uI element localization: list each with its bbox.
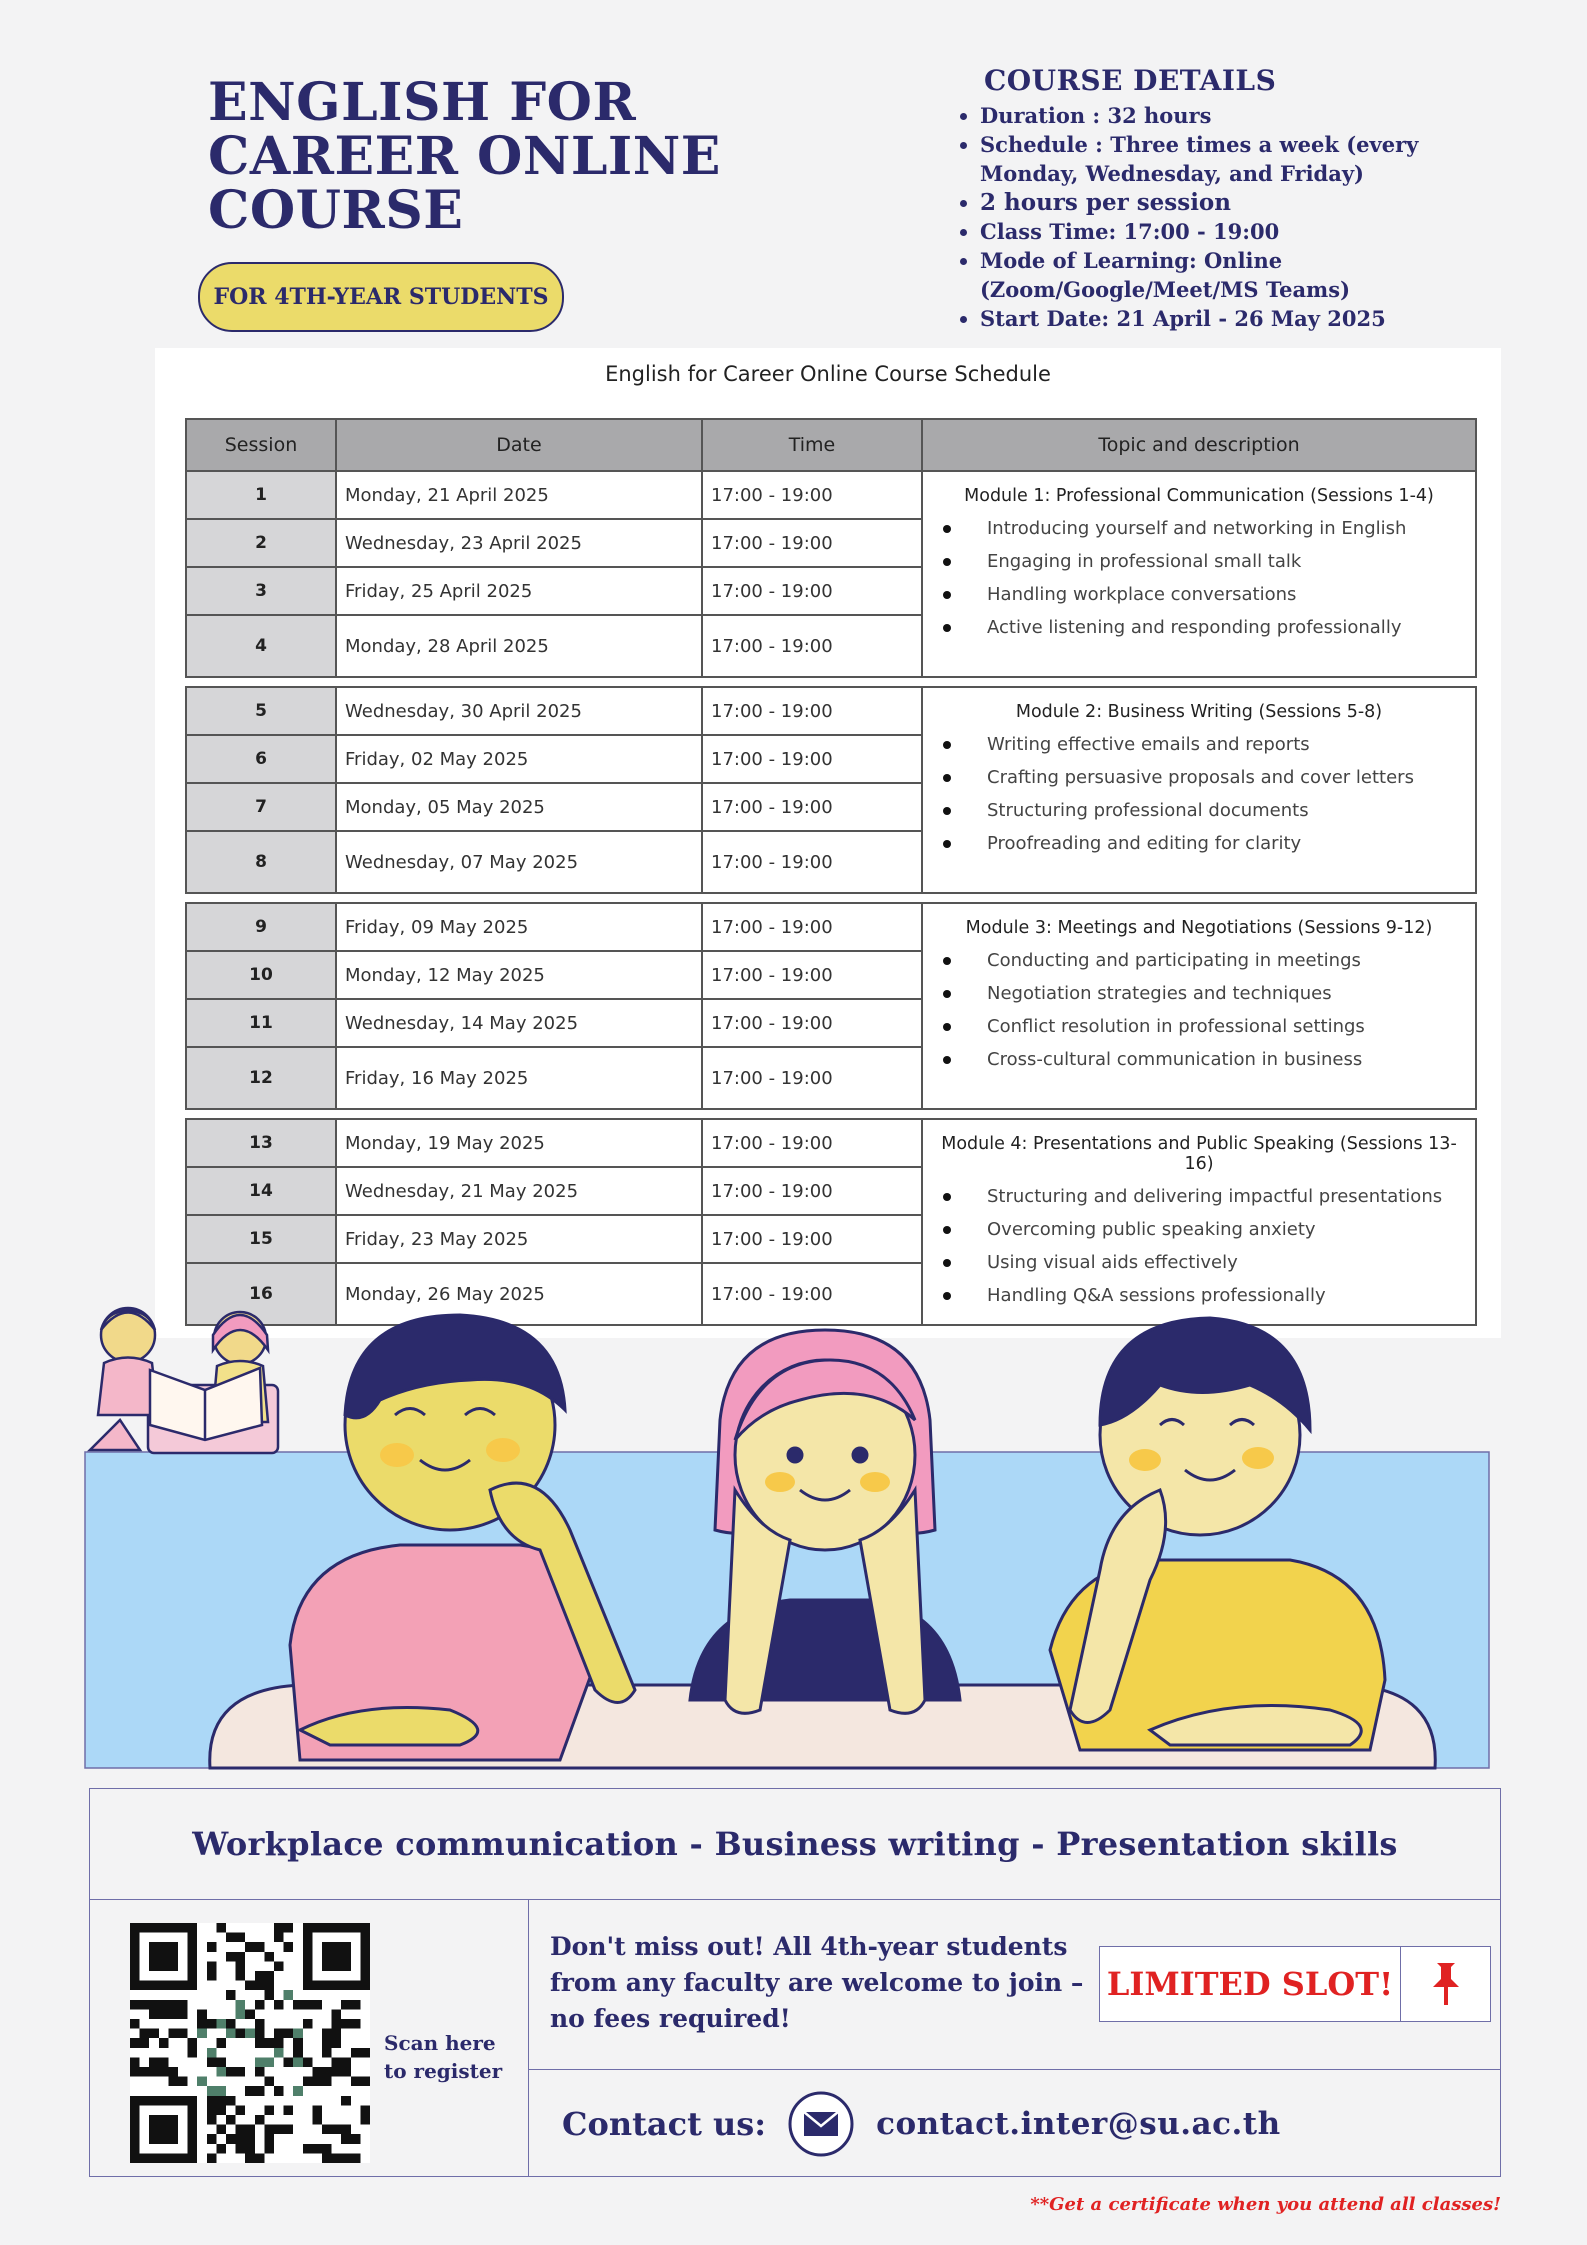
scan-line-2: to register	[384, 2059, 503, 2083]
session-time: 17:00 - 19:00	[702, 735, 922, 783]
schedule-title: English for Career Online Course Schedule	[605, 362, 1051, 386]
module-topic: Handling Q&A sessions professionally	[987, 1279, 1457, 1312]
module-topic: Introducing yourself and networking in English	[987, 512, 1457, 545]
session-time: 17:00 - 19:00	[702, 951, 922, 999]
module-topic: Active listening and responding professionally	[987, 611, 1457, 644]
session-number: 3	[186, 567, 336, 615]
detail-schedule: Schedule : Three times a week (every Monday, Wednesday, and Friday)	[958, 130, 1458, 188]
module-topic: Proofreading and editing for clarity	[987, 827, 1457, 860]
module-topic-list	[941, 728, 1457, 860]
session-time: 17:00 - 19:00	[702, 1167, 922, 1215]
session-number: 12	[186, 1047, 336, 1109]
invite-text: Don't miss out! All 4th-year students from any faculty are welcome to join – no fees required!	[550, 1932, 1084, 2033]
session-date: Monday, 21 April 2025	[336, 471, 702, 519]
detail-session-length: 2 hours per session	[958, 188, 1458, 217]
detail-class-time: Class Time: 17:00 - 19:00	[958, 217, 1458, 246]
module-topic: Conducting and participating in meetings	[987, 944, 1457, 977]
poster-title	[208, 72, 728, 241]
session-date: Friday, 16 May 2025	[336, 1047, 702, 1109]
module-topic: Structuring professional documents	[987, 794, 1457, 827]
session-date: Wednesday, 21 May 2025	[336, 1167, 702, 1215]
module-gap-cell	[186, 1109, 1476, 1119]
session-time: 17:00 - 19:00	[702, 831, 922, 893]
session-number: 9	[186, 903, 336, 951]
module-topic-list	[941, 944, 1457, 1076]
module-topic: Structuring and delivering impactful presentations	[987, 1180, 1457, 1213]
session-time: 17:00 - 19:00	[702, 783, 922, 831]
course-details	[958, 64, 1458, 333]
schedule-table	[185, 418, 1477, 1326]
session-number: 1	[186, 471, 336, 519]
session-number: 2	[186, 519, 336, 567]
contact-row	[528, 2069, 1500, 2177]
module-title: Module 1: Professional Communication (Sessions 1-4)	[964, 486, 1434, 506]
skills-line: Workplace communication - Business writing - Presentation skills	[90, 1789, 1500, 1900]
session-date: Wednesday, 30 April 2025	[336, 687, 702, 735]
module-gap-row	[186, 893, 1476, 903]
mail-icon	[788, 2091, 854, 2157]
limited-slot-label: LIMITED SLOT!	[1100, 1947, 1401, 2021]
session-number: 15	[186, 1215, 336, 1263]
session-number: 14	[186, 1167, 336, 1215]
header-session: Session	[186, 419, 336, 471]
session-date: Monday, 28 April 2025	[336, 615, 702, 677]
course-details-heading: COURSE DETAILS	[984, 64, 1277, 97]
session-number: 4	[186, 615, 336, 677]
header-date: Date	[336, 419, 702, 471]
module-topic: Writing effective emails and reports	[987, 728, 1457, 761]
course-details-list	[958, 101, 1458, 333]
title-line-2: CAREER ONLINE	[208, 126, 721, 187]
module-gap-cell	[186, 677, 1476, 687]
session-time: 17:00 - 19:00	[702, 519, 922, 567]
module-cell	[922, 687, 1476, 893]
session-number: 7	[186, 783, 336, 831]
module-topic: Cross-cultural communication in business	[987, 1043, 1457, 1076]
session-number: 6	[186, 735, 336, 783]
table-row	[186, 1119, 1476, 1167]
session-time: 17:00 - 19:00	[702, 1119, 922, 1167]
qr-code-icon[interactable]	[130, 1923, 370, 2163]
session-date: Wednesday, 14 May 2025	[336, 999, 702, 1047]
session-time: 17:00 - 19:00	[702, 471, 922, 519]
module-topic: Crafting persuasive proposals and cover letters	[987, 761, 1457, 794]
module-cell	[922, 903, 1476, 1109]
session-time: 17:00 - 19:00	[702, 1215, 922, 1263]
scan-instruction	[384, 2029, 502, 2085]
session-time: 17:00 - 19:00	[702, 615, 922, 677]
header-time: Time	[702, 419, 922, 471]
session-number: 11	[186, 999, 336, 1047]
session-time: 17:00 - 19:00	[702, 1263, 922, 1325]
title-line-1: ENGLISH FOR	[208, 72, 637, 133]
girl-middle-icon	[690, 1330, 960, 1713]
session-time: 17:00 - 19:00	[702, 999, 922, 1047]
table-row	[186, 471, 1476, 519]
session-date: Monday, 26 May 2025	[336, 1263, 702, 1325]
session-time: 17:00 - 19:00	[702, 687, 922, 735]
module-topic: Handling workplace conversations	[987, 578, 1457, 611]
session-number: 10	[186, 951, 336, 999]
session-number: 16	[186, 1263, 336, 1325]
session-number: 13	[186, 1119, 336, 1167]
module-topic-list	[941, 512, 1457, 644]
bottom-info-box	[89, 1788, 1501, 2177]
schedule-header-row	[186, 419, 1476, 471]
module-topic: Conflict resolution in professional settings	[987, 1010, 1457, 1043]
module-title: Module 3: Meetings and Negotiations (Sessions 9-12)	[965, 918, 1433, 938]
table-row	[186, 687, 1476, 735]
module-topic: Negotiation strategies and techniques	[987, 977, 1457, 1010]
title-line-3: COURSE	[208, 180, 464, 241]
session-date: Friday, 25 April 2025	[336, 567, 702, 615]
detail-mode: Mode of Learning: Online (Zoom/Google/Meet/MS Teams)	[958, 246, 1458, 304]
session-date: Monday, 05 May 2025	[336, 783, 702, 831]
scan-line-1: Scan here	[384, 2031, 496, 2055]
session-date: Monday, 19 May 2025	[336, 1119, 702, 1167]
table-row	[186, 903, 1476, 951]
certificate-note: **Get a certificate when you attend all classes!	[1030, 2194, 1501, 2215]
limited-slot-box	[1099, 1946, 1491, 2022]
header-topic: Topic and description	[922, 419, 1476, 471]
detail-duration: Duration : 32 hours	[958, 101, 1458, 130]
session-date: Monday, 12 May 2025	[336, 951, 702, 999]
audience-badge: FOR 4TH-YEAR STUDENTS	[198, 262, 564, 332]
students-illustration	[0, 1290, 1587, 1780]
session-date: Friday, 09 May 2025	[336, 903, 702, 951]
session-time: 17:00 - 19:00	[702, 903, 922, 951]
session-date: Wednesday, 23 April 2025	[336, 519, 702, 567]
session-date: Friday, 23 May 2025	[336, 1215, 702, 1263]
session-number: 8	[186, 831, 336, 893]
module-title: Module 2: Business Writing (Sessions 5-8)	[1015, 702, 1383, 722]
module-topic: Engaging in professional small talk	[987, 545, 1457, 578]
module-cell	[922, 471, 1476, 677]
module-topic: Overcoming public speaking anxiety	[987, 1213, 1457, 1246]
session-date: Wednesday, 07 May 2025	[336, 831, 702, 893]
schedule-panel	[155, 348, 1501, 1338]
module-gap-row	[186, 1109, 1476, 1119]
pushpin-icon	[1401, 1947, 1490, 2021]
session-date: Friday, 02 May 2025	[336, 735, 702, 783]
contact-label: Contact us:	[562, 2104, 767, 2143]
module-gap-cell	[186, 893, 1476, 903]
session-time: 17:00 - 19:00	[702, 567, 922, 615]
qr-area	[90, 1899, 529, 2176]
session-time: 17:00 - 19:00	[702, 1047, 922, 1109]
module-title: Module 4: Presentations and Public Speaking (Sessions 13-16)	[941, 1134, 1457, 1174]
module-topic: Using visual aids effectively	[987, 1246, 1457, 1279]
module-gap-row	[186, 677, 1476, 687]
contact-email-link[interactable]: contact.inter@su.ac.th	[876, 2105, 1281, 2142]
session-number: 5	[186, 687, 336, 735]
detail-start-date: Start Date: 21 April - 26 May 2025	[958, 304, 1458, 333]
reading-kids-icon	[90, 1308, 278, 1453]
